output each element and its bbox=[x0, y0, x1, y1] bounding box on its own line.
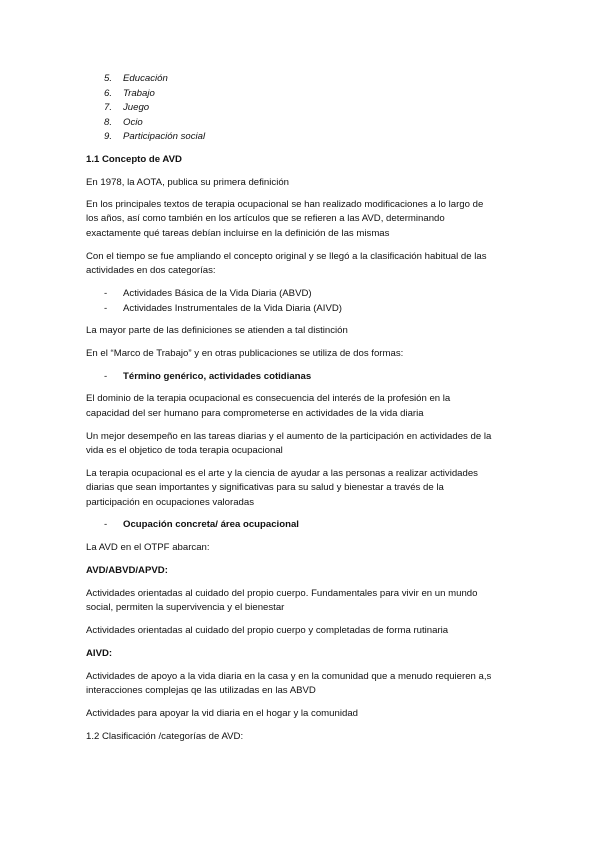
paragraph-line: Actividades orientadas al cuidado del propio cuerpo. Fundamentales para vivir en un mundo bbox=[86, 588, 478, 599]
bullet-dash: - bbox=[104, 519, 108, 530]
list-item: Trabajo bbox=[123, 88, 155, 99]
list-number: 6. bbox=[104, 88, 113, 99]
paragraph: La mayor parte de las definiciones se atienden a tal distinción bbox=[86, 325, 348, 336]
list-number: 8. bbox=[104, 117, 113, 128]
paragraph-line: social, permiten la supervivencia y el bienestar bbox=[86, 602, 285, 613]
paragraph-line: El dominio de la terapia ocupacional es consecuencia del interés de la profesión en la bbox=[86, 393, 451, 404]
bullet-item-bold: Ocupación concreta/ área ocupacional bbox=[123, 519, 299, 530]
list-item: Ocio bbox=[123, 117, 143, 128]
paragraph: Actividades orientadas al cuidado del propio cuerpo y completadas de forma rutinaria bbox=[86, 625, 449, 636]
list-item: Juego bbox=[123, 102, 150, 113]
paragraph: La AVD en el OTPF abarcan: bbox=[86, 542, 210, 553]
bullet-dash: - bbox=[104, 288, 108, 299]
paragraph-line: los años, así como también en los artículos que se refieren a las AVD, determinando bbox=[86, 213, 445, 224]
paragraph-line: Con el tiempo se fue ampliando el concepto original y se llegó a la clasificación habitual de las bbox=[86, 251, 487, 262]
subheading: AIVD: bbox=[86, 648, 113, 659]
bullet-item-bold: Término genérico, actividades cotidianas bbox=[123, 371, 312, 382]
paragraph: En el “Marco de Trabajo” y en otras publicaciones se utiliza de dos formas: bbox=[86, 348, 404, 359]
section-heading: 1.1 Concepto de AVD bbox=[86, 154, 182, 165]
paragraph-line: En los principales textos de terapia ocupacional se han realizado modificaciones a lo largo de bbox=[86, 199, 484, 210]
list-number: 5. bbox=[104, 73, 113, 84]
paragraph-line: La terapia ocupacional es el arte y la ciencia de ayudar a las personas a realizar actividades bbox=[86, 468, 478, 479]
paragraph-line: diarias que sean importantes y significativas para su salud y bienestar a través de la bbox=[86, 482, 444, 493]
list-number: 9. bbox=[104, 131, 113, 142]
section-heading: 1.2 Clasificación /categorías de AVD: bbox=[86, 731, 244, 742]
list-item: Participación social bbox=[123, 131, 206, 142]
bullet-dash: - bbox=[104, 371, 108, 382]
bullet-dash: - bbox=[104, 303, 108, 314]
list-item: Educación bbox=[123, 73, 168, 84]
bullet-item: Actividades Básica de la Vida Diaria (ABVD) bbox=[123, 288, 312, 299]
paragraph-line: participación en ocupaciones valoradas bbox=[86, 497, 254, 508]
paragraph: En 1978, la AOTA, publica su primera definición bbox=[86, 177, 289, 188]
paragraph-line: interacciones complejas qe las utilizadas en las ABVD bbox=[86, 685, 316, 696]
paragraph-line: vida es el objetico de toda terapia ocupacional bbox=[86, 445, 283, 456]
paragraph-line: Actividades de apoyo a la vida diaria en la casa y en la comunidad que a menudo requieren a,s bbox=[86, 671, 492, 682]
paragraph: Actividades para apoyar la vid diaria en el hogar y la comunidad bbox=[86, 708, 358, 719]
list-number: 7. bbox=[104, 102, 113, 113]
paragraph-line: Un mejor desempeño en las tareas diarias y el aumento de la participación en actividades de la bbox=[86, 431, 492, 442]
paragraph-line: exactamente qué tareas debían incluirse en la definición de las mismas bbox=[86, 228, 390, 239]
paragraph-line: capacidad del ser humano para comprometerse en actividades de la vida diaria bbox=[86, 408, 424, 419]
bullet-item: Actividades Instrumentales de la Vida Diaria (AIVD) bbox=[123, 303, 342, 314]
subheading: AVD/ABVD/APVD: bbox=[86, 565, 168, 576]
paragraph-line: actividades en dos categorías: bbox=[86, 265, 216, 276]
